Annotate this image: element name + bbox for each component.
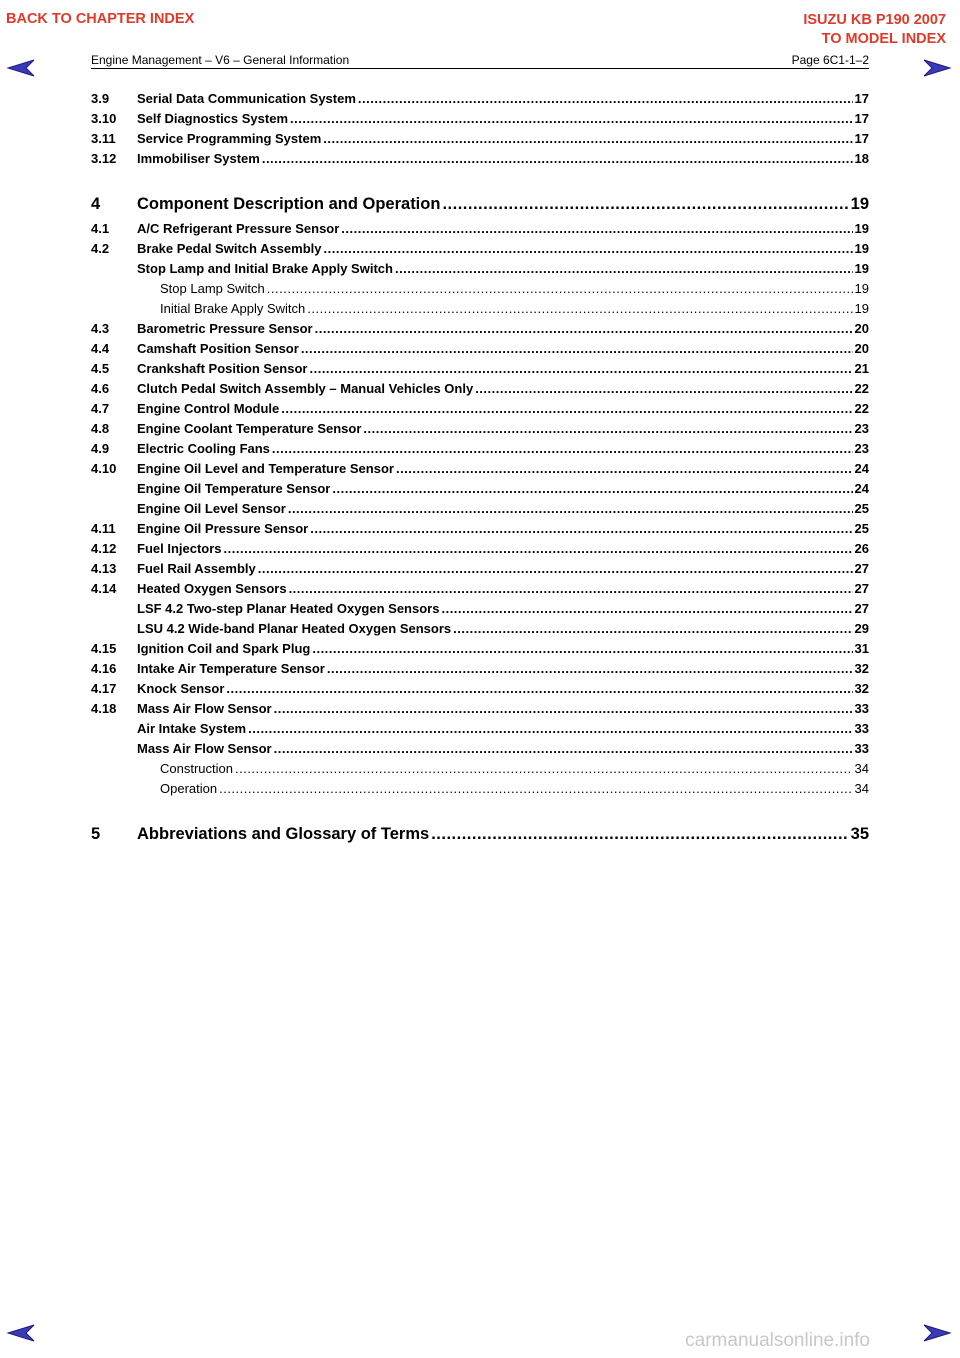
toc-entry[interactable] <box>91 419 869 439</box>
toc-entry-number: 4.11 <box>91 521 116 536</box>
toc-dot-leader <box>272 439 853 459</box>
toc-dot-leader <box>453 619 852 639</box>
toc-dot-leader <box>442 189 848 219</box>
toc-dot-leader <box>267 279 853 299</box>
toc-dot-leader <box>301 339 853 359</box>
toc-entry[interactable] <box>91 129 869 149</box>
toc-entry-title[interactable]: Component Description and Operation <box>137 195 441 213</box>
toc-entry-title[interactable]: Service Programming System <box>137 131 322 146</box>
toc-dot-leader <box>395 259 853 279</box>
toc-entry-number: 4.17 <box>91 681 117 696</box>
toc-entry[interactable] <box>91 599 869 619</box>
toc-entry-title[interactable]: Camshaft Position Sensor <box>137 341 299 356</box>
header-page-number: Page 6C1-1–2 <box>791 53 869 67</box>
toc-entry[interactable] <box>91 459 869 479</box>
toc-dot-leader <box>341 219 852 239</box>
toc-entry-number: 4.12 <box>91 541 117 556</box>
toc-entry[interactable] <box>91 719 869 739</box>
toc-entry-number: 4.13 <box>91 561 117 576</box>
toc-entry-title[interactable]: Mass Air Flow Sensor <box>137 701 272 716</box>
toc-entry-title[interactable]: Fuel Rail Assembly <box>137 561 256 576</box>
toc-entry-title[interactable]: Engine Oil Level Sensor <box>137 501 286 516</box>
toc-dot-leader <box>431 819 848 849</box>
toc-entry-page[interactable]: 34 <box>854 761 869 776</box>
toc-entry-page[interactable]: 29 <box>854 621 869 636</box>
toc-dot-leader <box>441 599 852 619</box>
toc-dot-leader <box>312 639 852 659</box>
toc-dot-leader <box>307 299 852 319</box>
toc-entry[interactable] <box>91 759 869 779</box>
toc-entry-title[interactable]: LSU 4.2 Wide-band Planar Heated Oxygen Sensors <box>137 621 452 636</box>
toc-entry-page[interactable]: 27 <box>854 581 869 596</box>
toc-dot-leader <box>332 479 852 499</box>
toc-dot-leader <box>323 129 852 149</box>
toc-entry-number: 5 <box>91 825 101 843</box>
toc-entry-number: 4.3 <box>91 321 110 336</box>
toc-entry[interactable] <box>91 379 869 399</box>
toc-entry-page[interactable]: 19 <box>850 195 869 213</box>
model-title-link[interactable]: ISUZU KB P190 2007 <box>803 12 946 28</box>
toc-entry[interactable] <box>91 439 869 459</box>
toc-entry[interactable] <box>91 89 869 109</box>
toc-entry-page[interactable]: 24 <box>854 481 869 496</box>
toc-dot-leader <box>274 699 853 719</box>
toc-entry[interactable] <box>91 679 869 699</box>
toc-entry[interactable] <box>91 259 869 279</box>
toc-dot-leader <box>290 109 853 129</box>
toc-entry-title[interactable]: Construction <box>160 761 233 776</box>
toc-entry-title[interactable]: Engine Oil Temperature Sensor <box>137 481 331 496</box>
toc-entry-title[interactable]: Barometric Pressure Sensor <box>137 321 313 336</box>
toc-entry-page[interactable]: 32 <box>854 661 869 676</box>
toc-entry-number: 3.9 <box>91 91 110 106</box>
toc-entry-title[interactable]: Engine Control Module <box>137 401 280 416</box>
toc-entry-number: 4.4 <box>91 341 110 356</box>
toc-entry-number: 4.8 <box>91 421 110 436</box>
previous-page-arrow-icon[interactable] <box>6 58 36 78</box>
toc-entry-title[interactable]: Engine Oil Level and Temperature Sensor <box>137 461 394 476</box>
toc-dot-leader <box>248 719 852 739</box>
toc-entry[interactable] <box>91 499 869 519</box>
toc-entry-number: 4 <box>91 195 101 213</box>
toc-entry-number: 3.12 <box>91 151 117 166</box>
toc-entry[interactable] <box>91 699 869 719</box>
toc-entry-page[interactable]: 35 <box>850 825 869 843</box>
toc-entry-title[interactable]: LSF 4.2 Two-step Planar Heated Oxygen Sensors <box>137 601 440 616</box>
toc-entry-page[interactable]: 18 <box>854 151 869 166</box>
toc-dot-leader <box>358 89 853 109</box>
toc-entry-title[interactable]: Knock Sensor <box>137 681 225 696</box>
toc-entry-number: 4.9 <box>91 441 110 456</box>
toc-dot-leader <box>262 149 853 169</box>
toc-entry[interactable] <box>91 239 869 259</box>
toc-entry-page[interactable]: 17 <box>854 131 869 146</box>
page-header <box>91 52 869 69</box>
table-of-contents <box>91 89 869 849</box>
toc-entry[interactable] <box>91 739 869 759</box>
toc-entry-page[interactable]: 34 <box>854 781 869 796</box>
toc-entry-title[interactable]: Abbreviations and Glossary of Terms <box>137 825 430 843</box>
toc-entry-number: 4.14 <box>91 581 117 596</box>
toc-entry[interactable] <box>91 339 869 359</box>
toc-entry-title[interactable]: Ignition Coil and Spark Plug <box>137 641 311 656</box>
toc-entry-title[interactable]: Engine Coolant Temperature Sensor <box>137 421 362 436</box>
header-section-title: Engine Management – V6 – General Information <box>91 53 350 67</box>
toc-entry-page[interactable]: 19 <box>854 301 869 316</box>
toc-entry[interactable] <box>91 559 869 579</box>
toc-entry-page[interactable]: 19 <box>854 281 869 296</box>
toc-dot-leader <box>224 539 853 559</box>
toc-entry[interactable] <box>91 639 869 659</box>
toc-entry[interactable] <box>91 619 869 639</box>
toc-entry-page[interactable]: 33 <box>854 701 869 716</box>
toc-entry[interactable] <box>91 109 869 129</box>
toc-dot-leader <box>327 659 853 679</box>
toc-entry-title[interactable]: Operation <box>160 781 218 796</box>
toc-entry[interactable] <box>91 779 869 799</box>
back-to-chapter-index-link[interactable]: BACK TO CHAPTER INDEX <box>6 11 195 27</box>
toc-entry-number: 4.16 <box>91 661 117 676</box>
toc-dot-leader <box>315 319 853 339</box>
toc-entry-title[interactable]: Fuel Injectors <box>137 541 222 556</box>
toc-entry-title[interactable]: Crankshaft Position Sensor <box>137 361 308 376</box>
next-page-arrow-bottom-icon[interactable] <box>922 1323 952 1343</box>
toc-entry-number: 4.1 <box>91 221 110 236</box>
watermark-text: carmanualsonline.info <box>685 1330 870 1351</box>
toc-entry-title[interactable]: Mass Air Flow Sensor <box>137 741 272 756</box>
toc-entry-title[interactable]: Brake Pedal Switch Assembly <box>137 241 322 256</box>
toc-entry[interactable] <box>91 519 869 539</box>
toc-entry-page[interactable]: 26 <box>854 541 869 556</box>
toc-dot-leader <box>396 459 853 479</box>
toc-entry-page[interactable]: 20 <box>854 341 869 356</box>
toc-entry-page[interactable]: 33 <box>854 721 869 736</box>
toc-entry-page[interactable]: 22 <box>854 401 869 416</box>
toc-entry-number: 4.7 <box>91 401 110 416</box>
toc-entry-title[interactable]: Immobiliser System <box>137 151 260 166</box>
next-page-arrow-icon[interactable] <box>922 58 952 78</box>
toc-entry[interactable] <box>91 219 869 239</box>
toc-entry[interactable] <box>91 399 869 419</box>
toc-entry-page[interactable]: 27 <box>854 601 869 616</box>
toc-entry[interactable] <box>91 149 869 169</box>
toc-entry[interactable] <box>91 579 869 599</box>
toc-entry-title[interactable]: Self Diagnostics System <box>137 111 288 126</box>
model-index-link[interactable]: TO MODEL INDEX <box>821 31 946 47</box>
toc-entry-number: 3.10 <box>91 111 117 126</box>
toc-entry-title[interactable]: Clutch Pedal Switch Assembly – Manual Vehicles Only <box>137 381 474 396</box>
toc-entry-page[interactable]: 23 <box>854 421 869 436</box>
previous-page-arrow-bottom-icon[interactable] <box>6 1323 36 1343</box>
toc-dot-leader <box>258 559 853 579</box>
toc-dot-leader <box>281 399 852 419</box>
toc-entry-title[interactable]: Serial Data Communication System <box>137 91 356 106</box>
toc-entry-page[interactable]: 19 <box>854 241 869 256</box>
toc-entry-page[interactable]: 19 <box>854 221 869 236</box>
toc-entry-number: 4.15 <box>91 641 117 656</box>
toc-dot-leader <box>363 419 852 439</box>
toc-entry[interactable] <box>91 359 869 379</box>
toc-entry-page[interactable]: 25 <box>854 521 869 536</box>
toc-entry[interactable] <box>91 279 869 299</box>
toc-entry-page[interactable]: 24 <box>854 461 869 476</box>
toc-entry-title[interactable]: Electric Cooling Fans <box>137 441 270 456</box>
toc-dot-leader <box>219 779 852 799</box>
toc-entry-title[interactable]: Initial Brake Apply Switch <box>160 301 306 316</box>
toc-dot-leader <box>288 499 853 519</box>
toc-entry-page[interactable]: 25 <box>854 501 869 516</box>
toc-entry[interactable] <box>91 659 869 679</box>
toc-entry[interactable] <box>91 319 869 339</box>
toc-entry-page[interactable]: 32 <box>854 681 869 696</box>
toc-entry-title[interactable]: Stop Lamp and Initial Brake Apply Switch <box>137 261 393 276</box>
toc-entry-page[interactable]: 23 <box>854 441 869 456</box>
toc-entry-title[interactable]: A/C Refrigerant Pressure Sensor <box>137 221 340 236</box>
toc-entry-page[interactable]: 22 <box>854 381 869 396</box>
toc-entry-number: 4.5 <box>91 361 110 376</box>
toc-dot-leader <box>289 579 853 599</box>
toc-entry-title[interactable]: Air Intake System <box>137 721 247 736</box>
toc-entry-page[interactable]: 21 <box>854 361 869 376</box>
toc-entry-page[interactable]: 20 <box>854 321 869 336</box>
toc-entry-page[interactable]: 19 <box>854 261 869 276</box>
toc-entry[interactable] <box>91 539 869 559</box>
toc-dot-leader <box>324 239 853 259</box>
toc-entry-page[interactable]: 31 <box>854 641 869 656</box>
toc-entry-number: 4.18 <box>91 701 117 716</box>
toc-chapter-entry[interactable] <box>91 189 869 219</box>
toc-entry[interactable] <box>91 479 869 499</box>
toc-entry-number: 4.2 <box>91 241 110 256</box>
toc-dot-leader <box>226 679 852 699</box>
toc-dot-leader <box>475 379 852 399</box>
toc-dot-leader <box>310 519 852 539</box>
toc-entry-title[interactable]: Heated Oxygen Sensors <box>137 581 287 596</box>
toc-entry-page[interactable]: 27 <box>854 561 869 576</box>
toc-entry[interactable] <box>91 299 869 319</box>
toc-entry-number: 3.11 <box>91 131 116 146</box>
toc-entry-title[interactable]: Stop Lamp Switch <box>160 281 265 296</box>
toc-entry-page[interactable]: 17 <box>854 91 869 106</box>
toc-dot-leader <box>274 739 853 759</box>
toc-entry-number: 4.6 <box>91 381 110 396</box>
toc-chapter-entry[interactable] <box>91 819 869 849</box>
toc-entry-title[interactable]: Intake Air Temperature Sensor <box>137 661 325 676</box>
toc-entry-title[interactable]: Engine Oil Pressure Sensor <box>137 521 309 536</box>
toc-entry-page[interactable]: 17 <box>854 111 869 126</box>
toc-dot-leader <box>235 759 853 779</box>
toc-dot-leader <box>309 359 852 379</box>
toc-entry-page[interactable]: 33 <box>854 741 869 756</box>
toc-entry-number: 4.10 <box>91 461 117 476</box>
